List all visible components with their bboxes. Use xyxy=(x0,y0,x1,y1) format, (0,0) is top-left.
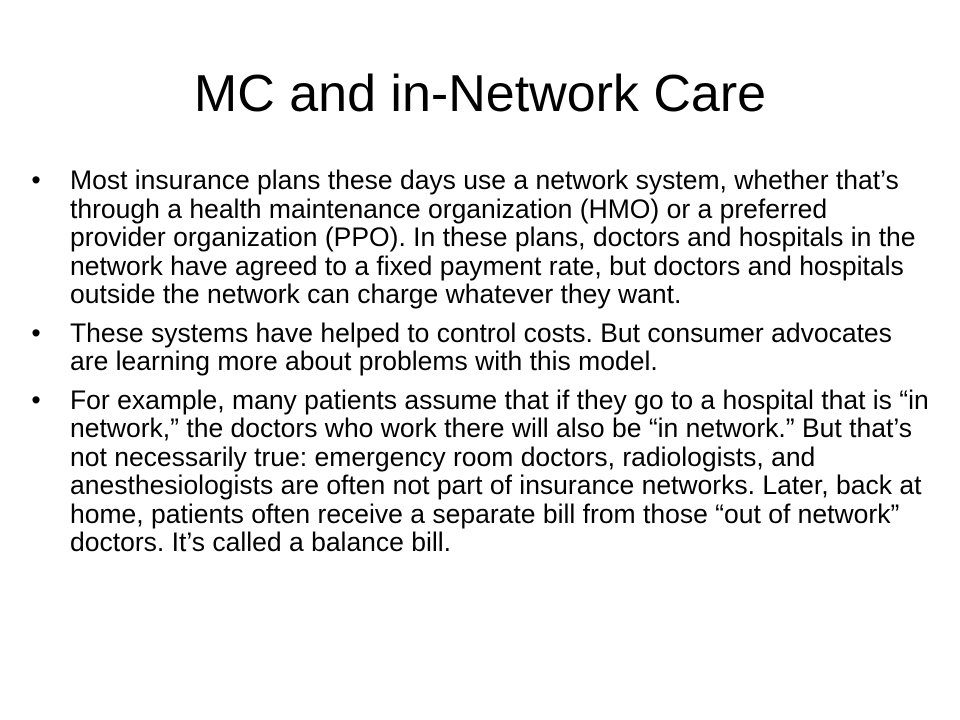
bullet-item xyxy=(31,165,930,309)
bullet-text: Most insurance plans these days use a network system, whether that’s through a health maintenance organization (HMO) or a preferred provider organization (PPO). In these plans, doctors and hospitals in the network have agreed to a fixed payment rate, but doctors and hospitals outside the network can charge whatever they want. xyxy=(70,165,916,309)
bullet-item xyxy=(31,317,930,376)
slide-title: MC and in-Network Care xyxy=(193,65,767,123)
bullet-dot-icon: • xyxy=(31,165,41,195)
bullet-text: For example, many patients assume that if they go to a hospital that is “in network,” the doctors who work there will also be “in network.” But that’s not necessarily true: emergency room doctors, radiologists, and anesthesiologists are often not part of insurance networks. Later, back at home, patients often receive a separate bill from those “out of network” doctors. It’s called a balance bill. xyxy=(70,384,929,557)
bullet-dot-icon: • xyxy=(31,317,41,348)
bullet-list xyxy=(31,165,930,557)
bullet-dot-icon: • xyxy=(31,384,41,415)
bullet-item xyxy=(31,384,930,557)
bullet-text: These systems have helped to control costs. But consumer advocates are learning more about problems with this model. xyxy=(70,317,892,376)
